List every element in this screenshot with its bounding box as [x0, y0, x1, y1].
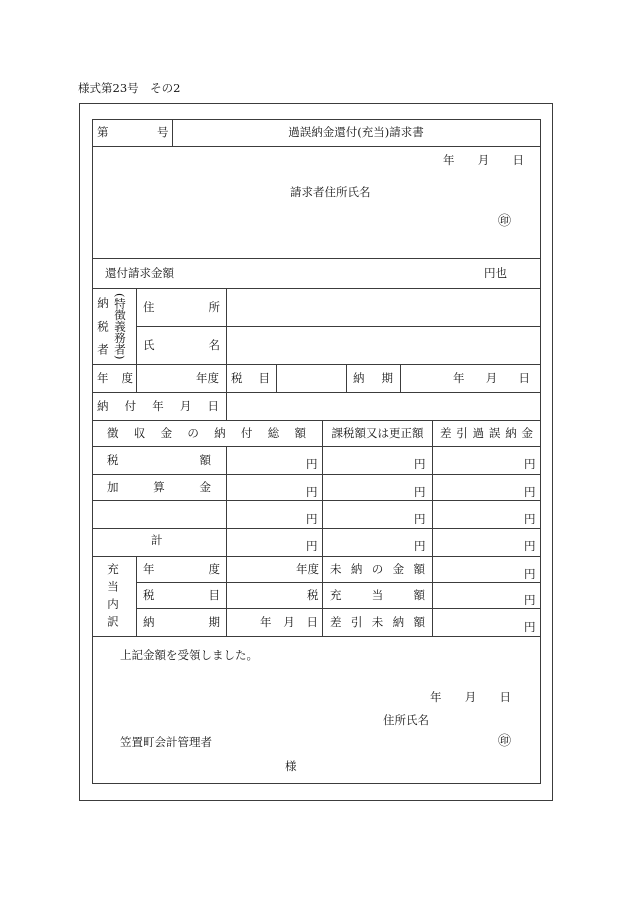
request-date: 年月日 — [443, 153, 524, 167]
yen-unit: 円 — [524, 567, 536, 581]
receipt-address-label: 住所氏名 — [383, 713, 429, 727]
grid-line — [92, 446, 541, 447]
allocation-row-label: 税目 — [143, 588, 220, 602]
grid-line — [92, 528, 541, 529]
grid-line — [322, 420, 323, 637]
tax-item-label: 税目 — [231, 371, 270, 385]
grid-line — [136, 582, 541, 583]
fiscal-year-unit: 年度 — [196, 371, 219, 385]
yen-unit: 円 — [306, 512, 318, 526]
refund-amount-unit: 円也 — [484, 266, 507, 280]
allocation-row-unit: 年度 — [296, 562, 319, 576]
requester-label: 請求者住所氏名 — [290, 185, 371, 199]
grid-line — [92, 556, 541, 557]
payment-period-label: 納期 — [353, 371, 393, 385]
yen-unit: 円 — [524, 512, 536, 526]
allocation-row-label: 納期 — [143, 615, 220, 629]
receipt-statement: 上記金額を受領しました。 — [120, 648, 258, 662]
seal-icon: ㊞ — [498, 734, 512, 749]
taxpayer-address-field — [227, 289, 540, 326]
yen-unit: 円 — [524, 539, 536, 553]
grid-line — [92, 636, 541, 637]
receipt-recipient: 笠置町会計管理者 — [120, 735, 212, 749]
allocation-row-label: 年度 — [143, 562, 220, 576]
refund-amount-label: 還付請求金額 — [105, 266, 174, 280]
taxpayer-name-field — [227, 327, 540, 364]
row-label-surcharge: 加算金 — [107, 480, 211, 494]
row-label-tax: 税額 — [107, 453, 211, 467]
yen-unit: 円 — [414, 539, 426, 553]
grid-line — [400, 364, 401, 393]
payment-date-field — [227, 393, 540, 420]
receipt-date: 年月日 — [430, 690, 511, 704]
allocation-row-unit: 年月日 — [260, 615, 318, 629]
yen-unit: 円 — [524, 457, 536, 471]
grid-line — [92, 146, 541, 147]
yen-unit: 円 — [306, 539, 318, 553]
address-label: 住所 — [143, 300, 220, 314]
row-label-total: 計 — [151, 533, 163, 547]
column-header-assessed: 課税額又は更正額 — [331, 426, 424, 440]
allocation-row-description: 未納の金額 — [330, 562, 425, 576]
document-number-prefix: 第 — [97, 125, 109, 139]
allocation-row-description: 差引未納額 — [330, 615, 425, 629]
yen-unit: 円 — [414, 485, 426, 499]
seal-icon: ㊞ — [498, 214, 512, 229]
grid-line — [346, 364, 347, 393]
payment-date-label: 納付年月日 — [97, 399, 219, 413]
grid-line — [92, 474, 541, 475]
document-title: 過誤納金還付(充当)請求書 — [288, 125, 424, 139]
taxpayer-label: 納税者 — [96, 297, 110, 355]
yen-unit: 円 — [414, 512, 426, 526]
grid-line — [92, 500, 541, 501]
requester-signature-area — [93, 200, 540, 257]
fiscal-year-field — [137, 365, 195, 392]
grid-line — [432, 420, 433, 637]
payment-period-date: 年月日 — [453, 371, 530, 385]
allocation-row-unit: 税 — [307, 588, 319, 602]
yen-unit: 円 — [306, 457, 318, 471]
receipt-honorific: 様 — [285, 759, 297, 773]
yen-unit: 円 — [524, 485, 536, 499]
grid-line — [136, 556, 137, 637]
column-header-overpayment: 差引過誤納金 — [440, 426, 533, 440]
document-number-field — [112, 120, 156, 146]
column-header-total-paid: 徴収金の納付総額 — [107, 426, 306, 440]
yen-unit: 円 — [524, 620, 536, 634]
grid-line — [136, 608, 541, 609]
allocation-row-description: 充当額 — [330, 588, 425, 602]
fiscal-year-label: 年度 — [97, 371, 133, 385]
yen-unit: 円 — [414, 457, 426, 471]
document-number-suffix: 号 — [157, 125, 169, 139]
yen-unit: 円 — [524, 593, 536, 607]
grid-line — [92, 420, 541, 421]
refund-amount-field — [185, 259, 480, 288]
taxpayer-sub-label: (特徴義務者) — [113, 293, 127, 360]
yen-unit: 円 — [306, 485, 318, 499]
tax-item-field — [277, 365, 346, 392]
name-label: 氏名 — [143, 338, 220, 352]
grid-line — [226, 446, 227, 637]
allocation-label: 充当内訳 — [106, 563, 120, 627]
form-number: 様式第23号 その2 — [78, 81, 181, 95]
